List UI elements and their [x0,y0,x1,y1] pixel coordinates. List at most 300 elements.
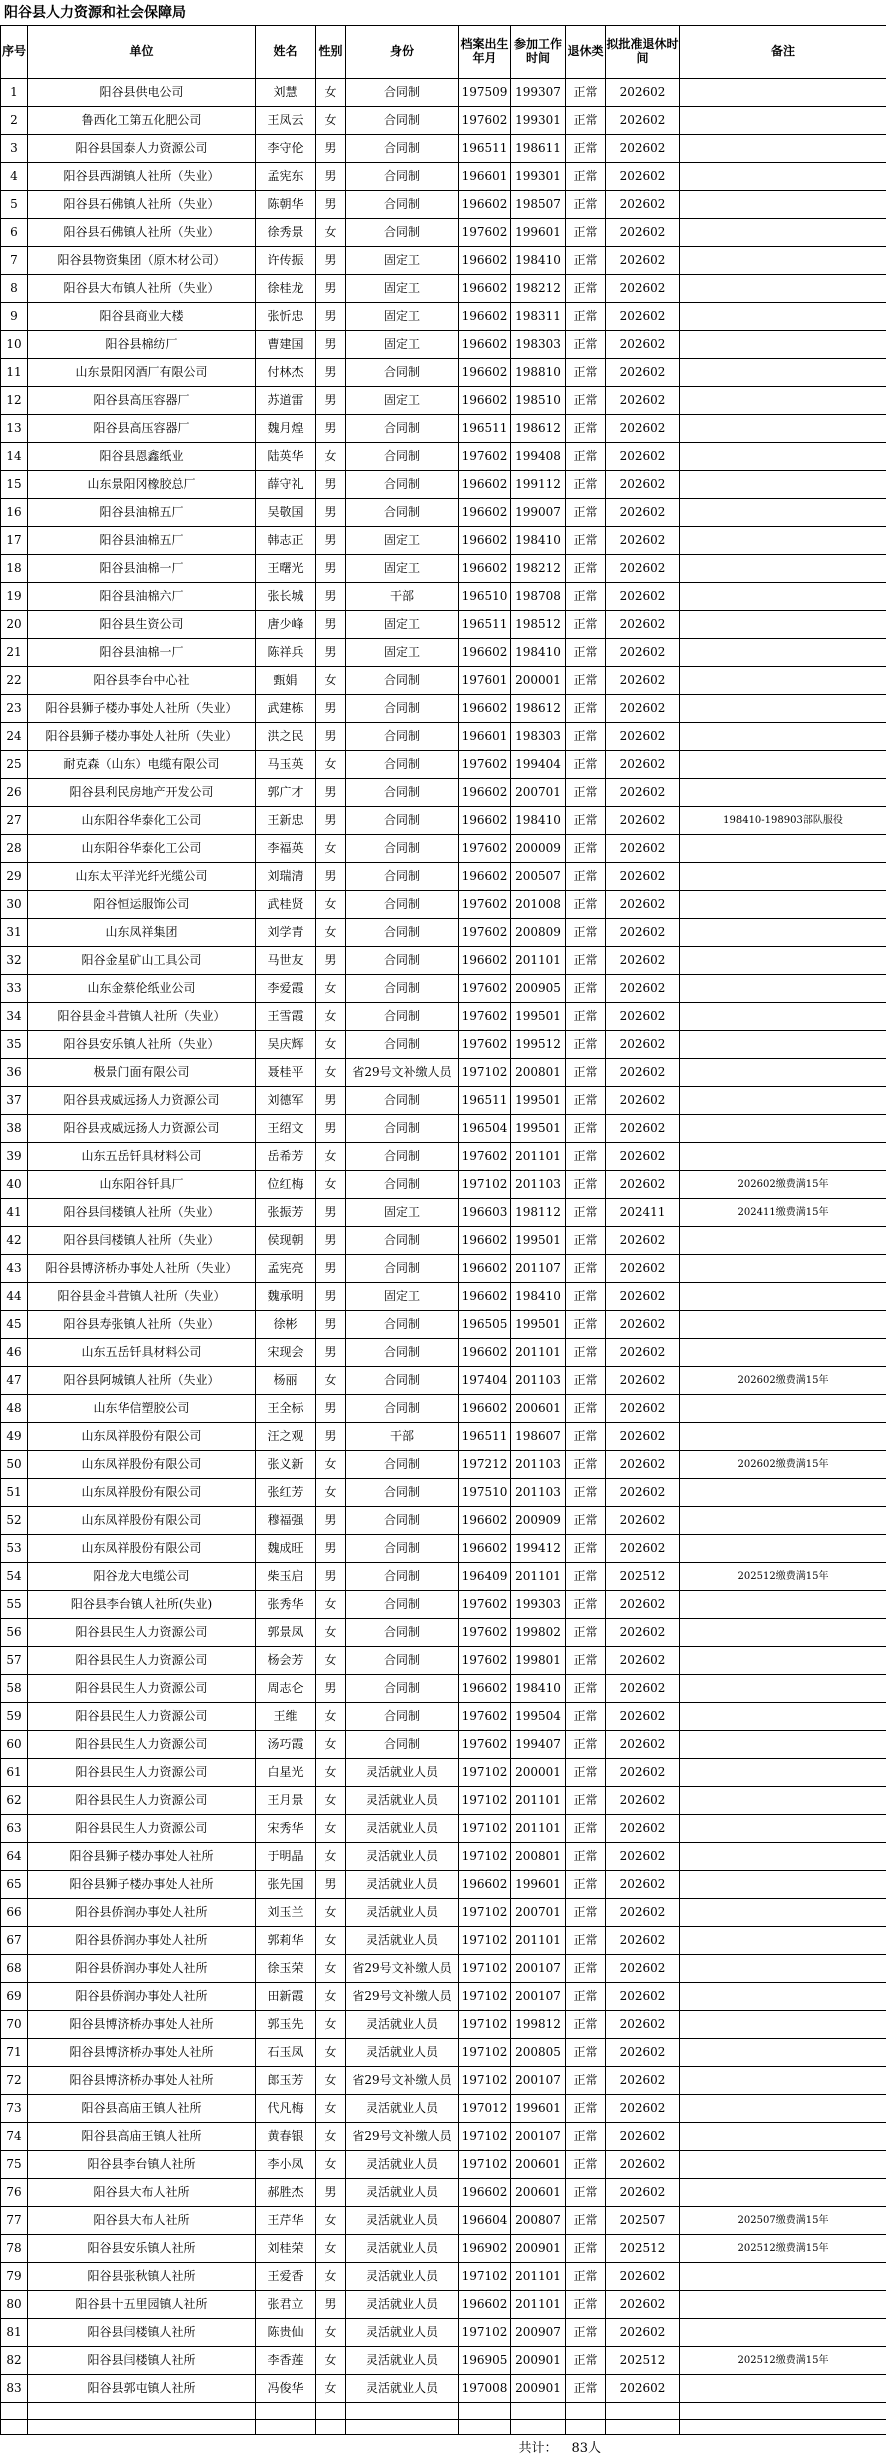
birth-date: 197602 [459,1143,511,1171]
table-row [1,611,886,639]
unit-name: 阳谷县李台中心社 [28,667,256,695]
row-number: 32 [1,947,28,975]
total-value: 83人 [566,2435,680,2463]
retirement-date: 202602 [606,1591,680,1619]
retirement-type: 正常 [566,191,606,219]
row-number: 30 [1,891,28,919]
table-row [1,1087,886,1115]
work-start-date: 198708 [511,583,566,611]
gender: 女 [316,2319,346,2347]
identity: 合同制 [346,695,459,723]
identity: 合同制 [346,443,459,471]
gender: 女 [316,2039,346,2067]
unit-name: 阳谷县民生人力资源公司 [28,1787,256,1815]
work-start-date: 200601 [511,2151,566,2179]
gender: 男 [316,695,346,723]
retirement-date: 202602 [606,1451,680,1479]
birth-date: 197102 [459,1059,511,1087]
birth-date: 197602 [459,107,511,135]
birth-date: 196602 [459,275,511,303]
identity: 合同制 [346,1367,459,1395]
unit-name: 山东阳谷华泰化工公司 [28,835,256,863]
table-row [1,1367,886,1395]
remark: 202602缴费满15年 [680,1171,886,1199]
gender: 男 [316,527,346,555]
row-number: 6 [1,219,28,247]
identity: 合同制 [346,863,459,891]
birth-date: 196602 [459,2179,511,2207]
unit-name: 阳谷龙大电缆公司 [28,1563,256,1591]
table-row [1,2123,886,2151]
unit-name: 阳谷县大布镇人社所（失业） [28,275,256,303]
retirement-type: 正常 [566,1143,606,1171]
retirement-date: 202602 [606,695,680,723]
unit-name: 阳谷县油棉一厂 [28,639,256,667]
identity: 合同制 [346,1087,459,1115]
birth-date: 196602 [459,807,511,835]
retirement-type: 正常 [566,1535,606,1563]
identity: 灵活就业人员 [346,2375,459,2403]
person-name: 徐秀景 [256,219,316,247]
gender: 男 [316,1675,346,1703]
birth-date: 196602 [459,947,511,975]
remark [680,135,886,163]
identity: 灵活就业人员 [346,2291,459,2319]
person-name: 郭景凤 [256,1619,316,1647]
table-row [1,891,886,919]
unit-name: 阳谷县张秋镇人社所 [28,2263,256,2291]
birth-date: 196602 [459,303,511,331]
remark [680,1703,886,1731]
unit-name: 阳谷县民生人力资源公司 [28,1619,256,1647]
table-row [1,1031,886,1059]
birth-date: 196602 [459,1507,511,1535]
blank-row [1,2403,886,2420]
person-name: 位红梅 [256,1171,316,1199]
birth-date: 196602 [459,1675,511,1703]
work-start-date: 200701 [511,1899,566,1927]
remark [680,1843,886,1871]
work-start-date: 200809 [511,919,566,947]
identity: 固定工 [346,247,459,275]
retirement-type: 正常 [566,779,606,807]
work-start-date: 200107 [511,1983,566,2011]
birth-date: 197102 [459,2011,511,2039]
retirement-type: 正常 [566,471,606,499]
remark [680,415,886,443]
work-start-date: 201103 [511,1451,566,1479]
unit-name: 阳谷县高庙王镇人社所 [28,2095,256,2123]
person-name: 孟宪亮 [256,1255,316,1283]
retirement-date: 202512 [606,2347,680,2375]
remark [680,555,886,583]
row-number: 29 [1,863,28,891]
table-row [1,1899,886,1927]
retirement-type: 正常 [566,135,606,163]
remark [680,2263,886,2291]
row-number: 12 [1,387,28,415]
retirement-type: 正常 [566,1339,606,1367]
table-row [1,1199,886,1227]
work-start-date: 201101 [511,1927,566,1955]
retirement-date: 202602 [606,2263,680,2291]
identity: 灵活就业人员 [346,1787,459,1815]
person-name: 张振芳 [256,1199,316,1227]
remark: 202507缴费满15年 [680,2207,886,2235]
birth-date: 197602 [459,219,511,247]
remark [680,1395,886,1423]
unit-name: 山东阳谷华泰化工公司 [28,807,256,835]
gender: 男 [316,1563,346,1591]
birth-date: 196905 [459,2347,511,2375]
retirement-type: 正常 [566,1423,606,1451]
work-start-date: 198612 [511,415,566,443]
unit-name: 阳谷恒运服饰公司 [28,891,256,919]
row-number: 19 [1,583,28,611]
birth-date: 196603 [459,1199,511,1227]
retirement-type: 正常 [566,499,606,527]
work-start-date: 201008 [511,891,566,919]
remark [680,779,886,807]
remark [680,1787,886,1815]
retirement-type: 正常 [566,1087,606,1115]
remark [680,1143,886,1171]
retirement-date: 202602 [606,1983,680,2011]
birth-date: 196602 [459,1339,511,1367]
retirement-type: 正常 [566,639,606,667]
retirement-type: 正常 [566,583,606,611]
row-number: 69 [1,1983,28,2011]
identity: 合同制 [346,891,459,919]
retirement-date: 202602 [606,863,680,891]
gender: 女 [316,1899,346,1927]
identity: 合同制 [346,1255,459,1283]
identity: 合同制 [346,835,459,863]
work-start-date: 199408 [511,443,566,471]
gender: 女 [316,1843,346,1871]
gender: 男 [316,1283,346,1311]
unit-name: 阳谷县石佛镇人社所（失业） [28,219,256,247]
table-row [1,1227,886,1255]
birth-date: 197602 [459,835,511,863]
row-number: 22 [1,667,28,695]
retirement-type: 正常 [566,387,606,415]
retirement-type: 正常 [566,2207,606,2235]
remark [680,443,886,471]
remark [680,2039,886,2067]
row-number: 56 [1,1619,28,1647]
retirement-type: 正常 [566,1507,606,1535]
person-name: 吴庆辉 [256,1031,316,1059]
retirement-type: 正常 [566,975,606,1003]
remark: 202512缴费满15年 [680,2347,886,2375]
remark [680,1675,886,1703]
table-row [1,583,886,611]
identity: 合同制 [346,1339,459,1367]
row-number: 11 [1,359,28,387]
table-row [1,919,886,947]
work-start-date: 201101 [511,1339,566,1367]
remark [680,975,886,1003]
retirement-type: 正常 [566,1619,606,1647]
table-row [1,667,886,695]
gender: 女 [316,219,346,247]
unit-name: 阳谷县狮子楼办事处人社所（失业） [28,695,256,723]
birth-date: 196602 [459,555,511,583]
gender: 男 [316,303,346,331]
remark [680,359,886,387]
person-name: 吴敬国 [256,499,316,527]
row-number: 26 [1,779,28,807]
work-start-date: 199501 [511,1003,566,1031]
table-row [1,1395,886,1423]
header-cell: 参加工作时间 [511,26,566,79]
birth-date: 196602 [459,359,511,387]
identity: 灵活就业人员 [346,2095,459,2123]
retirement-date: 202602 [606,1395,680,1423]
work-start-date: 199501 [511,1115,566,1143]
gender: 女 [316,835,346,863]
identity: 省29号文补缴人员 [346,2123,459,2151]
retirement-type: 正常 [566,1815,606,1843]
birth-date: 197602 [459,975,511,1003]
table-row [1,1871,886,1899]
table-row [1,1955,886,1983]
person-name: 陈贵仙 [256,2319,316,2347]
table-row [1,947,886,975]
row-number: 51 [1,1479,28,1507]
unit-name: 阳谷县阿城镇人社所（失业） [28,1367,256,1395]
remark [680,1115,886,1143]
remark [680,2319,886,2347]
remark [680,1423,886,1451]
birth-date: 197602 [459,1647,511,1675]
gender: 女 [316,2207,346,2235]
person-name: 刘玉兰 [256,1899,316,1927]
table-row [1,107,886,135]
table-row [1,723,886,751]
table-row [1,1731,886,1759]
identity: 合同制 [346,1395,459,1423]
table-row [1,695,886,723]
table-row [1,2039,886,2067]
remark [680,2151,886,2179]
identity: 灵活就业人员 [346,2207,459,2235]
identity: 灵活就业人员 [346,2347,459,2375]
table-row [1,415,886,443]
unit-name: 阳谷县石佛镇人社所（失业） [28,191,256,219]
identity: 固定工 [346,639,459,667]
retirement-date: 202602 [606,1899,680,1927]
unit-name: 阳谷县郭屯镇人社所 [28,2375,256,2403]
identity: 合同制 [346,191,459,219]
person-name: 韩志正 [256,527,316,555]
remark [680,1479,886,1507]
birth-date: 197102 [459,2123,511,2151]
unit-name: 阳谷县狮子楼办事处人社所（失业） [28,723,256,751]
unit-name: 阳谷县高压容器厂 [28,387,256,415]
header-cell: 备注 [680,26,886,79]
retirement-date: 202602 [606,2011,680,2039]
remark [680,387,886,415]
remark [680,191,886,219]
row-number: 25 [1,751,28,779]
retirement-type: 正常 [566,1003,606,1031]
table-row [1,163,886,191]
identity: 灵活就业人员 [346,1815,459,1843]
remark: 202411缴费满15年 [680,1199,886,1227]
unit-name: 山东景阳冈橡胶总厂 [28,471,256,499]
retirement-type: 正常 [566,1843,606,1871]
row-number: 5 [1,191,28,219]
identity: 灵活就业人员 [346,1871,459,1899]
work-start-date: 200107 [511,2067,566,2095]
person-name: 陈祥兵 [256,639,316,667]
gender: 女 [316,79,346,107]
remark [680,919,886,947]
unit-name: 阳谷县大布人社所 [28,2207,256,2235]
retirement-table [0,25,886,2463]
retirement-date: 202602 [606,1059,680,1087]
identity: 合同制 [346,1227,459,1255]
birth-date: 196602 [459,387,511,415]
identity: 合同制 [346,471,459,499]
retirement-type: 正常 [566,1479,606,1507]
retirement-type: 正常 [566,303,606,331]
unit-name: 阳谷县民生人力资源公司 [28,1647,256,1675]
identity: 合同制 [346,219,459,247]
person-name: 冯俊华 [256,2375,316,2403]
birth-date: 196602 [459,191,511,219]
retirement-date: 202602 [606,1647,680,1675]
unit-name: 耐克森（山东）电缆有限公司 [28,751,256,779]
retirement-date: 202602 [606,1423,680,1451]
work-start-date: 198410 [511,1283,566,1311]
work-start-date: 200107 [511,1955,566,1983]
retirement-type: 正常 [566,2095,606,2123]
table-row [1,1815,886,1843]
row-number: 59 [1,1703,28,1731]
row-number: 42 [1,1227,28,1255]
retirement-type: 正常 [566,415,606,443]
row-number: 33 [1,975,28,1003]
person-name: 郎玉芳 [256,2067,316,2095]
gender: 女 [316,2123,346,2151]
retirement-type: 正常 [566,751,606,779]
retirement-type: 正常 [566,1059,606,1087]
remark [680,1087,886,1115]
remark [680,723,886,751]
person-name: 王凤云 [256,107,316,135]
person-name: 王曙光 [256,555,316,583]
birth-date: 196604 [459,2207,511,2235]
person-name: 王雪霞 [256,1003,316,1031]
work-start-date: 198410 [511,527,566,555]
retirement-date: 202602 [606,1143,680,1171]
retirement-date: 202602 [606,1871,680,1899]
retirement-date: 202602 [606,1171,680,1199]
unit-name: 阳谷县博济桥办事处人社所 [28,2011,256,2039]
row-number: 50 [1,1451,28,1479]
gender: 女 [316,1591,346,1619]
gender: 男 [316,2179,346,2207]
table-row [1,303,886,331]
retirement-type: 正常 [566,2319,606,2347]
retirement-type: 正常 [566,1115,606,1143]
birth-date: 197602 [459,1619,511,1647]
person-name: 王爱香 [256,2263,316,2291]
birth-date: 196602 [459,1255,511,1283]
work-start-date: 199601 [511,1871,566,1899]
work-start-date: 199501 [511,1311,566,1339]
row-number: 10 [1,331,28,359]
table-row [1,275,886,303]
retirement-date: 202602 [606,79,680,107]
row-number: 77 [1,2207,28,2235]
work-start-date: 199504 [511,1703,566,1731]
remark [680,1255,886,1283]
gender: 女 [316,1367,346,1395]
retirement-date: 202602 [606,919,680,947]
retirement-type: 正常 [566,1899,606,1927]
retirement-type: 正常 [566,1227,606,1255]
birth-date: 197602 [459,751,511,779]
person-name: 张红芳 [256,1479,316,1507]
retirement-type: 正常 [566,1675,606,1703]
remark [680,79,886,107]
retirement-type: 正常 [566,1703,606,1731]
birth-date: 196902 [459,2235,511,2263]
remark [680,835,886,863]
remark [680,1591,886,1619]
work-start-date: 198410 [511,807,566,835]
remark [680,1339,886,1367]
retirement-date: 202602 [606,1927,680,1955]
row-number: 24 [1,723,28,751]
row-number: 49 [1,1423,28,1451]
identity: 合同制 [346,1311,459,1339]
row-number: 1 [1,79,28,107]
document-title: 阳谷县人力资源和社会保障局 [4,2,186,24]
person-name: 陆英华 [256,443,316,471]
retirement-type: 正常 [566,555,606,583]
identity: 灵活就业人员 [346,2179,459,2207]
person-name: 洪之民 [256,723,316,751]
unit-name: 极景门面有限公司 [28,1059,256,1087]
retirement-date: 202602 [606,1087,680,1115]
remark [680,1059,886,1087]
gender: 男 [316,387,346,415]
person-name: 魏月煌 [256,415,316,443]
row-number: 75 [1,2151,28,2179]
row-number: 73 [1,2095,28,2123]
row-number: 52 [1,1507,28,1535]
person-name: 武建栋 [256,695,316,723]
remark [680,1927,886,1955]
person-name: 聂桂平 [256,1059,316,1087]
retirement-date: 202602 [606,1367,680,1395]
remark [680,1311,886,1339]
work-start-date: 199601 [511,219,566,247]
gender: 女 [316,2347,346,2375]
gender: 男 [316,583,346,611]
work-start-date: 201103 [511,1479,566,1507]
gender: 女 [316,1759,346,1787]
row-number: 83 [1,2375,28,2403]
person-name: 郝胜杰 [256,2179,316,2207]
table-row [1,2235,886,2263]
table-row [1,2319,886,2347]
